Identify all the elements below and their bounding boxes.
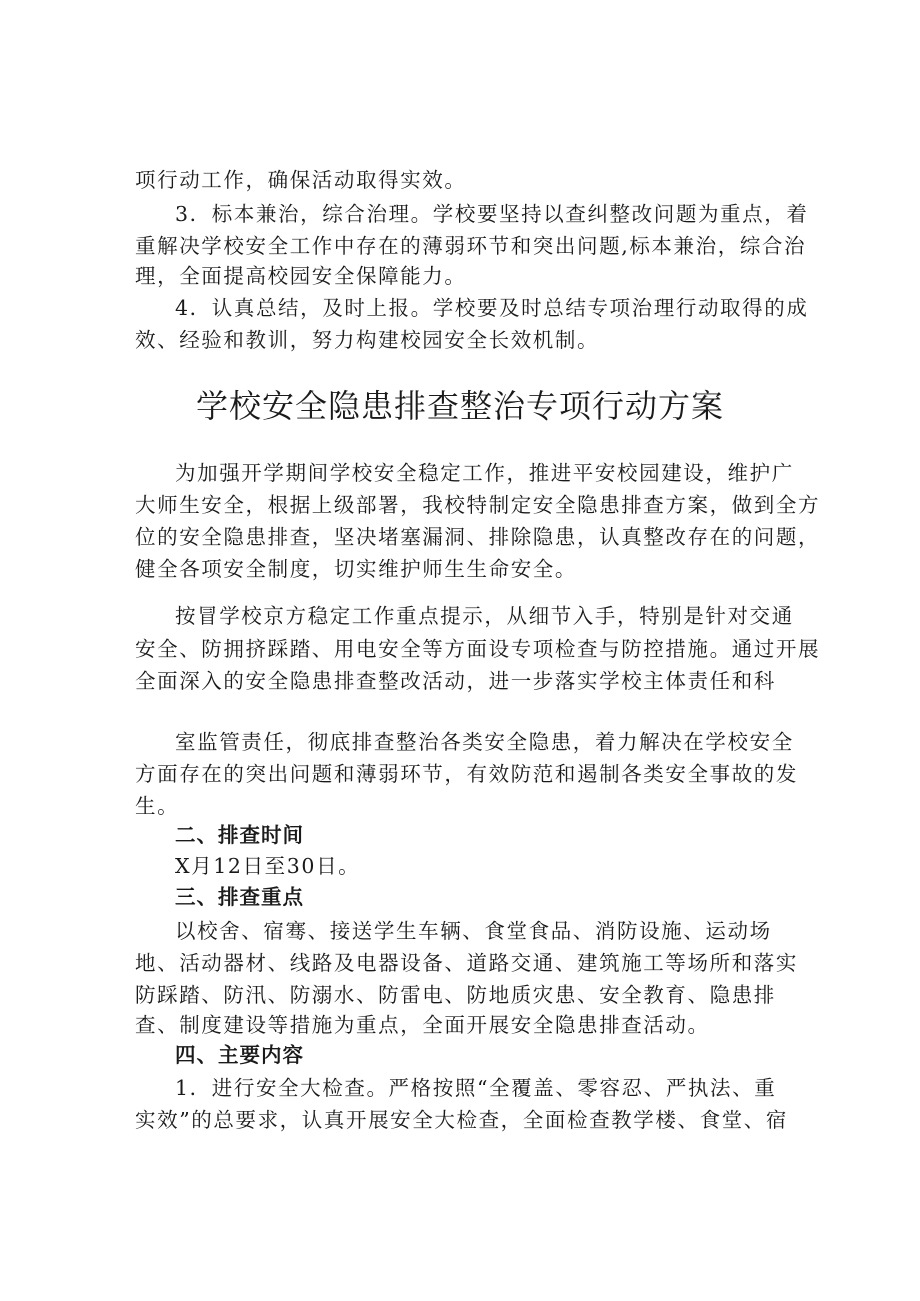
intro-line: 效、经验和教训，努力构建校园安全长效机制。 [135, 328, 600, 352]
section-body-line: 1．进行安全大检查。严格按照“全覆盖、零容忍、严执法、重 [175, 1076, 777, 1100]
section-body-line: 以校舍、宿骞、接送学生车辆、食堂食品、消防设施、运动场 [175, 919, 772, 943]
intro-line: 4．认真总结，及时上报。学校要及时总结专项治理行动取得的成 [175, 296, 809, 320]
paragraph-line: 室监管责任，彻底排查整治各类安全隐患，着力解决在学校安全 [175, 730, 794, 754]
section-body-line: X月12日至30日。 [175, 854, 361, 878]
section-heading: 四、主要内容 [175, 1043, 304, 1067]
paragraph-line: 生。 [135, 794, 180, 818]
intro-line: 项行动工作，确保活动取得实效。 [135, 168, 467, 192]
section-body-line: 实效”的总要求，认真开展安全大检查，全面检查教学楼、食堂、宿 [135, 1108, 788, 1132]
paragraph-line: 全面深入的安全隐患排查整改活动，进一步落实学校主体责任和科 [135, 669, 776, 693]
paragraph-line: 安全、防拥挤踩踏、用电安全等方面设专项检查与防控措施。通过开展 [135, 637, 821, 661]
paragraph-line: 健全各项安全制度，切实维护师生生命安全。 [135, 557, 577, 581]
paragraph-line: 大师生安全，根据上级部署，我校特制定安全隐患排查方案，做到全方 [135, 493, 821, 517]
paragraph-line: 为加强开学期间学校安全稳定工作，推进平安校园建设，维护广 [175, 461, 794, 485]
intro-line: 理，全面提高校园安全保障能力。 [135, 264, 467, 288]
document-title: 学校安全隐患排查整治专项行动方案 [195, 387, 724, 425]
intro-line: 重解决学校安全工作中存在的薄弱环节和突出问题,标本兼治，综合治 [135, 234, 807, 258]
paragraph-line: 按冒学校京方稳定工作重点提示，从细节入手，特别是针对交通 [175, 604, 794, 628]
section-body-line: 防踩踏、防汛、防溺水、防雷电、防地质灾患、安全教育、隐患排 [135, 983, 776, 1007]
paragraph-line: 位的安全隐患排查，坚决堵塞漏洞、排除隐患，认真整改存在的问题， [135, 525, 821, 549]
intro-line: 3．标本兼治，综合治理。学校要坚持以查纠整改问题为重点，着 [175, 202, 809, 226]
section-heading: 三、排查重点 [175, 885, 304, 909]
section-body-line: 地、活动器材、线路及电器设备、道路交通、建筑施工等场所和落实 [135, 951, 798, 975]
section-body-line: 查、制度建设等措施为重点，全面开展安全隐患排查活动。 [135, 1013, 710, 1037]
paragraph-line: 方面存在的突出问题和薄弱环节，有效防范和遏制各类安全事故的发 [135, 762, 798, 786]
section-heading: 二、排查时间 [175, 823, 304, 847]
